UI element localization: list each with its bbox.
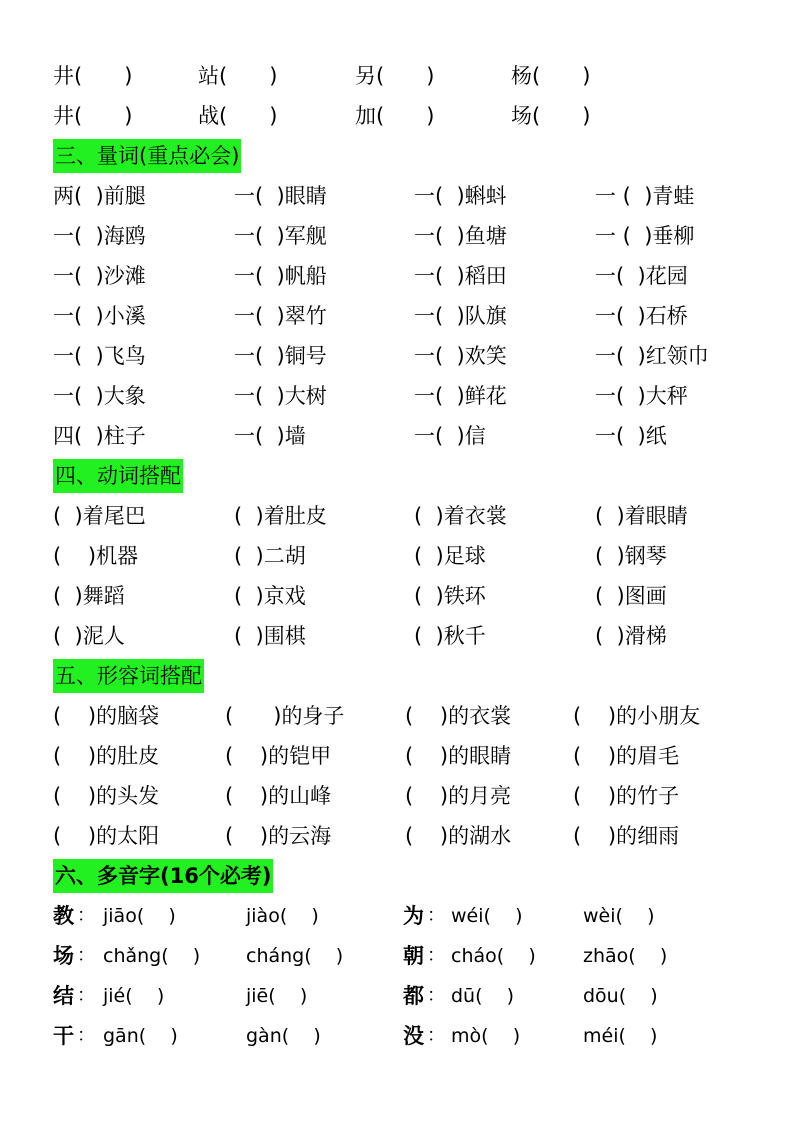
- polyphone-row: [0, 1019, 794, 1053]
- section3-row: [0, 179, 794, 213]
- fill-item: 场( ): [511, 104, 591, 128]
- pinyin-item: méi( ): [583, 1025, 658, 1047]
- polyphone-row: [0, 899, 794, 933]
- fill-item: ( )的云海: [225, 824, 332, 848]
- fill-item: ( )足球: [414, 544, 486, 568]
- polyphone-char: 教: [53, 904, 74, 928]
- section5-row: [0, 739, 794, 773]
- colon: ：: [77, 905, 95, 926]
- fill-item: 井( ): [53, 104, 133, 128]
- pinyin-item: gàn( ): [246, 1025, 321, 1047]
- fill-item: 四( )柱子: [53, 424, 146, 448]
- fill-item: 一( )铜号: [234, 344, 327, 368]
- fill-item: 一 ( )青蛙: [595, 184, 695, 208]
- fill-item: 一( )鱼塘: [414, 224, 507, 248]
- fill-item: 一( )红领巾: [595, 344, 709, 368]
- section-4-heading: 四、动词搭配: [53, 459, 183, 493]
- fill-item: ( )舞蹈: [53, 584, 125, 608]
- pinyin-item: chǎng( ): [103, 945, 201, 967]
- colon: ：: [77, 945, 95, 966]
- fill-item: ( )的衣裳: [405, 704, 512, 728]
- polyphone-char: 结: [53, 984, 74, 1008]
- fill-item: ( )的细雨: [573, 824, 680, 848]
- fill-item: 一( )小溪: [53, 304, 146, 328]
- fill-item: 一( )稻田: [414, 264, 507, 288]
- polyphone-char: 场: [53, 944, 74, 968]
- fill-item: 加( ): [355, 104, 435, 128]
- fill-item: ( )的湖水: [405, 824, 512, 848]
- fill-item: 一( )鲜花: [414, 384, 507, 408]
- colon: ：: [427, 985, 445, 1006]
- fill-item: 杨( ): [511, 64, 591, 88]
- fill-item: ( )的身子: [225, 704, 345, 728]
- fill-item: ( )的脑袋: [53, 704, 160, 728]
- fill-item: 两( )前腿: [53, 184, 146, 208]
- section-5-heading: 五、形容词搭配: [53, 659, 204, 693]
- fill-item: ( )着尾巴: [53, 504, 146, 528]
- section3-row: [0, 419, 794, 453]
- fill-item: 站( ): [198, 64, 278, 88]
- section3-row: [0, 219, 794, 253]
- fill-item: ( )着衣裳: [414, 504, 507, 528]
- section4-row: [0, 619, 794, 653]
- section4-row: [0, 579, 794, 613]
- fill-item: 一 ( )垂柳: [595, 224, 695, 248]
- fill-item: 一( )石桥: [595, 304, 688, 328]
- section3-row: [0, 259, 794, 293]
- polyphone-char: 没: [403, 1024, 424, 1048]
- fill-item: 一( )帆船: [234, 264, 327, 288]
- fill-item: ( )铁环: [414, 584, 486, 608]
- fill-item: 一( )军舰: [234, 224, 327, 248]
- fill-item: 战( ): [198, 104, 278, 128]
- pinyin-item: dōu( ): [583, 985, 658, 1007]
- section5-row: [0, 819, 794, 853]
- fill-item: 一( )飞鸟: [53, 344, 146, 368]
- fill-item: 一( )纸: [595, 424, 667, 448]
- fill-item: ( )的眼睛: [405, 744, 512, 768]
- colon: ：: [77, 1025, 95, 1046]
- fill-item: 一( )沙滩: [53, 264, 146, 288]
- section-3-heading: 三、量词(重点必会): [53, 139, 241, 173]
- fill-item: 另( ): [355, 64, 435, 88]
- fill-item: 井( ): [53, 64, 133, 88]
- fill-item: ( )的太阳: [53, 824, 160, 848]
- fill-item: ( )秋千: [414, 624, 486, 648]
- section-6-heading: 六、多音字(16个必考): [53, 859, 273, 893]
- pinyin-item: cháo( ): [451, 945, 536, 967]
- polyphone-char: 都: [403, 984, 424, 1008]
- fill-item: 一( )信: [414, 424, 486, 448]
- fill-item: 一( )欢笑: [414, 344, 507, 368]
- colon: ：: [77, 985, 95, 1006]
- fill-item: 一( )蝌蚪: [414, 184, 507, 208]
- fill-item: 一( )队旗: [414, 304, 507, 328]
- fill-item: 一( )大秤: [595, 384, 688, 408]
- fill-item: ( )滑梯: [595, 624, 667, 648]
- fill-item: ( )围棋: [234, 624, 306, 648]
- pinyin-item: wèi( ): [583, 905, 655, 927]
- fill-item: 一( )大树: [234, 384, 327, 408]
- fill-item: 一( )大象: [53, 384, 146, 408]
- pinyin-item: jié( ): [103, 985, 165, 1007]
- pinyin-item: jiào( ): [246, 905, 319, 927]
- section5-row: [0, 699, 794, 733]
- fill-item: ( )的头发: [53, 784, 160, 808]
- fill-item: ( )二胡: [234, 544, 306, 568]
- top-row-1: [0, 59, 794, 93]
- fill-item: ( )京戏: [234, 584, 306, 608]
- colon: ：: [427, 905, 445, 926]
- pinyin-item: jiē( ): [246, 985, 308, 1007]
- section3-row: [0, 339, 794, 373]
- section4-row: [0, 539, 794, 573]
- section5-row: [0, 779, 794, 813]
- colon: ：: [427, 1025, 445, 1046]
- pinyin-item: mò( ): [451, 1025, 521, 1047]
- polyphone-char: 朝: [403, 944, 424, 968]
- polyphone-row: [0, 939, 794, 973]
- section3-row: [0, 379, 794, 413]
- fill-item: ( )泥人: [53, 624, 125, 648]
- pinyin-item: dū( ): [451, 985, 515, 1007]
- fill-item: 一( )眼睛: [234, 184, 327, 208]
- fill-item: ( )着眼睛: [595, 504, 688, 528]
- pinyin-item: cháng( ): [246, 945, 344, 967]
- polyphone-char: 为: [403, 904, 424, 928]
- fill-item: ( )的小朋友: [573, 704, 701, 728]
- fill-item: ( )的铠甲: [225, 744, 332, 768]
- fill-item: ( )的竹子: [573, 784, 680, 808]
- section4-row: [0, 499, 794, 533]
- polyphone-row: [0, 979, 794, 1013]
- pinyin-item: gān( ): [103, 1025, 178, 1047]
- fill-item: 一( )翠竹: [234, 304, 327, 328]
- colon: ：: [427, 945, 445, 966]
- fill-item: ( )的月亮: [405, 784, 512, 808]
- section3-row: [0, 299, 794, 333]
- fill-item: ( )的山峰: [225, 784, 332, 808]
- pinyin-item: wéi( ): [451, 905, 523, 927]
- pinyin-item: jiāo( ): [103, 905, 176, 927]
- fill-item: 一( )海鸥: [53, 224, 146, 248]
- fill-item: ( )着肚皮: [234, 504, 327, 528]
- fill-item: ( )的眉毛: [573, 744, 680, 768]
- fill-item: ( )机器: [53, 544, 139, 568]
- polyphone-char: 干: [53, 1024, 74, 1048]
- fill-item: ( )图画: [595, 584, 667, 608]
- pinyin-item: zhāo( ): [583, 945, 668, 967]
- fill-item: 一( )墙: [234, 424, 306, 448]
- top-row-2: [0, 99, 794, 133]
- fill-item: ( )钢琴: [595, 544, 667, 568]
- fill-item: ( )的肚皮: [53, 744, 160, 768]
- fill-item: 一( )花园: [595, 264, 688, 288]
